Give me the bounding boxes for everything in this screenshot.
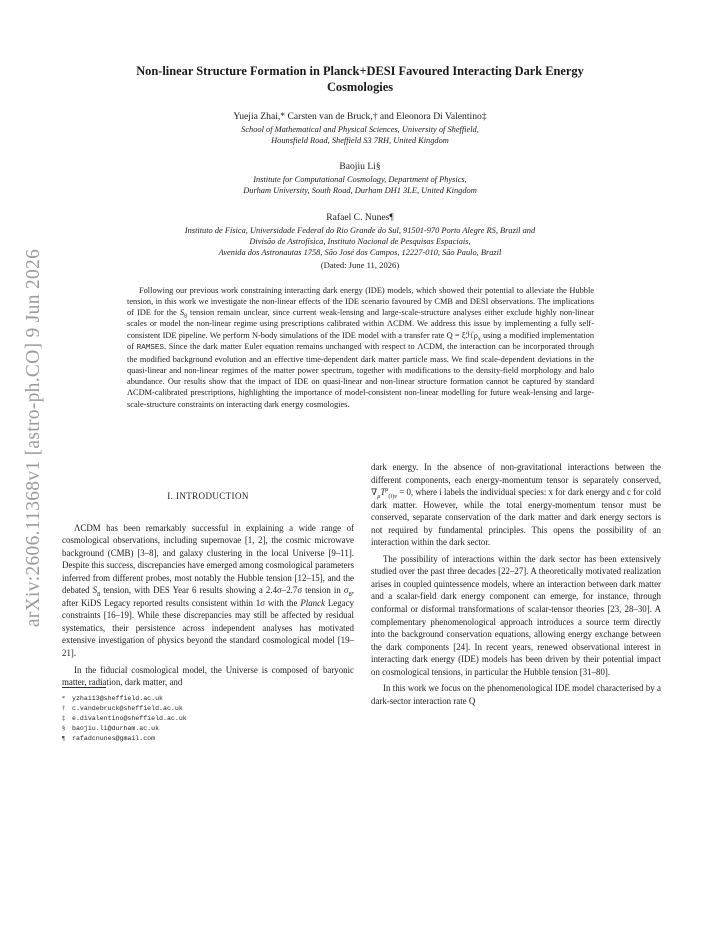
abstract-text-1: Following our previous work constraining interacting dark energy (IDE) models, which showed their potential to alleviate the Hubble tension, in this work we investigate the non-linear effects of the IDE scenario favoured by CMB and DESI observations. The implications of IDE for the [127, 286, 594, 318]
affiliation-1b: Hounsfield Road, Sheffield S3 7RH, United Kingdom [271, 136, 449, 145]
dated-line: (Dated: June 11, 2026) [320, 259, 400, 270]
right-column [371, 461, 661, 707]
abstract [127, 285, 594, 410]
footnote-mark: † [62, 705, 66, 713]
abstract-rho-sub: x [477, 336, 481, 343]
footnote-item [62, 724, 187, 734]
footnote-mark: § [62, 725, 66, 733]
intro-text-1d: Legacy constraints [16–19]. While these discrepancies may still be affected by residual systematics, their persistence across independent analyses has motivated extensive investigation of physics beyond the standard cosmological model [19–21]. [62, 597, 354, 659]
footnote-mark: ‡ [62, 715, 66, 723]
authors-line-2: Baojiu Li§ [339, 161, 381, 172]
footnotes [62, 694, 187, 744]
intro-paragraph-2: In the fiducial cosmological model, the Universe is composed of baryonic matter, radiation, dark matter, and [62, 664, 354, 688]
authors-line-3: Rafael C. Nunes¶ [326, 212, 394, 223]
intro-text-1a: ΛCDM has been remarkably successful in explaining a wide range of cosmological observations, including supernovae [1, 2], the cosmic microwave background (CMB) [3–8], and galaxy clustering in the local Universe [9–11]. Despite this success, discrepancies have emerged among cosmological parameters inferred from different probes, most notably the Hubble tension [12–15], and the debated [62, 522, 354, 596]
intro-s8-sub: 8 [97, 591, 101, 599]
footnote-email: baojiu.li@durham.ac.uk [72, 725, 160, 733]
footnote-rule [62, 687, 106, 688]
footnote-email: e.divalentino@sheffield.ac.uk [72, 715, 187, 723]
intro-sigma-sub: 8 [348, 591, 352, 599]
intro-paragraph-1 [62, 522, 354, 660]
intro-planck: Planck [300, 597, 325, 608]
author-block-2 [60, 161, 660, 196]
affiliation-2a: Institute for Computational Cosmology, Department of Physics, [253, 174, 467, 184]
abstract-ramses: RAMSES [136, 343, 164, 352]
abstract-text-4: . Since the dark matter Euler equation remains unchanged with respect to ΛCDM, the interaction can be incorporated through the modified background evolution and an effective time-dependent dark matter particle mass. We find scale-dependent deviations in the quasi-linear and non-linear regimes of the matter power spectrum, together with modifications to the density-field morphology and halo abundance. Our results show that the impact of IDE on quasi-linear and non-linear structure formation cannot be captured by standard ΛCDM-calibrated prescriptions, highlighting the importance of model-consistent non-linear modelling for future weak-lensing and large-scale-structure constraints on interacting dark energy cosmologies. [127, 341, 594, 409]
right-paragraph-2: The possibility of interactions within the dark sector has been extensively studied over the past three decades [22–27]. A theoretically motivated realization arises in coupled quintessence models, where an interaction between dark matter and a scalar-field dark energy component can emerge, for instance, through conformal or disformal transformations of scalar-tensor theories [23, 28–30]. A complementary phenomenological approach introduces a source term directly into the background conservation equations, allowing energy exchange between the dark components [24]. In recent years, renewed observational interest in interacting dark energy (IDE) models has been driven by their potential impact on cosmological tensions, in particular the Hubble tension [31–80]. [371, 553, 661, 677]
affiliation-1a: School of Mathematical and Physical Sciences, University of Sheffield, [241, 124, 479, 134]
footnote-mark: ¶ [62, 735, 65, 743]
arxiv-stamp-text: arXiv:2606.11368v1 [astro-ph.CO] 9 Jun 2026 [23, 248, 44, 628]
authors-line-1: Yuejia Zhai,* Carsten van de Bruck,† and Eleonora Di Valentino‡ [233, 111, 487, 122]
right-text-1a: dark energy. In the absence of non-gravitational interactions between the different components, each energy-momentum tensor is separately conserved, ∇ [371, 462, 661, 498]
author-block-3 [60, 212, 660, 271]
affiliation-3a: Instituto de Física, Universidade Federal do Rio Grande do Sul, 91501-970 Porto Alegre RS, Brazil and [184, 225, 536, 235]
paper-title [70, 63, 650, 95]
affiliation-3c: Avenida dos Astronautas 1758, São José dos Campos, 12227-010, São Paulo, Brazil [218, 248, 502, 258]
footnote-email: c.vandebruck@sheffield.ac.uk [72, 705, 183, 713]
footnote-email: rafadcnunes@gmail.com [72, 735, 156, 743]
section-heading: I. INTRODUCTION [167, 491, 249, 501]
left-column [62, 490, 354, 689]
abstract-text-2: tension remain unclear, since current weak-lensing and large-scale-structure analyses either exclude highly non-linear scales or model the non-linear regime using prescriptions calibrated within ΛCDM. We address this issue by implementing a fully self-consistent IDE pipeline. We perform N-body simulations of the IDE model with a transfer rate Q = ξℋρ [127, 308, 594, 340]
abstract-s8: S [179, 308, 185, 318]
affiliation-2b: Durham University, South Road, Durham DH1 3LE, United Kingdom [243, 186, 477, 195]
abstract-text-3: using a modified implementation of [127, 330, 594, 351]
abstract-s8-sub: 8 [184, 313, 187, 320]
title-line-2: Cosmologies [326, 80, 394, 94]
right-text-1b: where i labels the individual species: x for dark energy and c for cold dark matter. However, while the total energy-momentum tensor must be conserved, separate conservation of the dark matter and dark energy sectors is not required by fundamental principles. This opens the possibility of an interaction within the dark sector. [371, 487, 661, 548]
right-paragraph-1: dark energy. In the absence of non-gravitational interactions between the different components, each energy-momentum tensor is separately conserved, $\nabla_\mu T^\mu_{(i)\nu} = 0$, where i labels the individual species: x for dark energy and c for cold dark matter. However, while the total energy-momentum tensor must be conserved, separate conservation of the dark matter and dark energy sectors is not required by fundamental principles. This opens the possibility of an interaction within the dark sector. [371, 462, 661, 548]
footnote-email: yzhai13@sheffield.ac.uk [72, 695, 164, 702]
intro-text-1c: , after KiDS Legacy reported results consistent within 1σ with the [62, 585, 354, 608]
author-block-1 [60, 111, 660, 146]
footnote-item [62, 734, 187, 744]
intro-text-1b: tension, with DES Year 6 results showing a 2.4σ–2.7σ tension in σ [100, 585, 349, 596]
right-paragraph-3: In this work we focus on the phenomenological IDE model characterised by a dark-sector interaction rate Q [371, 683, 661, 706]
title-line-1: Non-linear Structure Formation in Planck+DESI Favoured Interacting Dark Energy [136, 64, 584, 78]
footnote-mark: * [62, 695, 66, 702]
affiliation-3b: Divisão de Astrofísica, Instituto Nacional de Pesquisas Espaciais, [249, 237, 471, 246]
footnote-item [62, 714, 187, 724]
footnote-item [62, 704, 187, 714]
intro-s8: S [92, 585, 98, 596]
arxiv-stamp [16, 238, 52, 638]
footnote-item [62, 694, 187, 704]
